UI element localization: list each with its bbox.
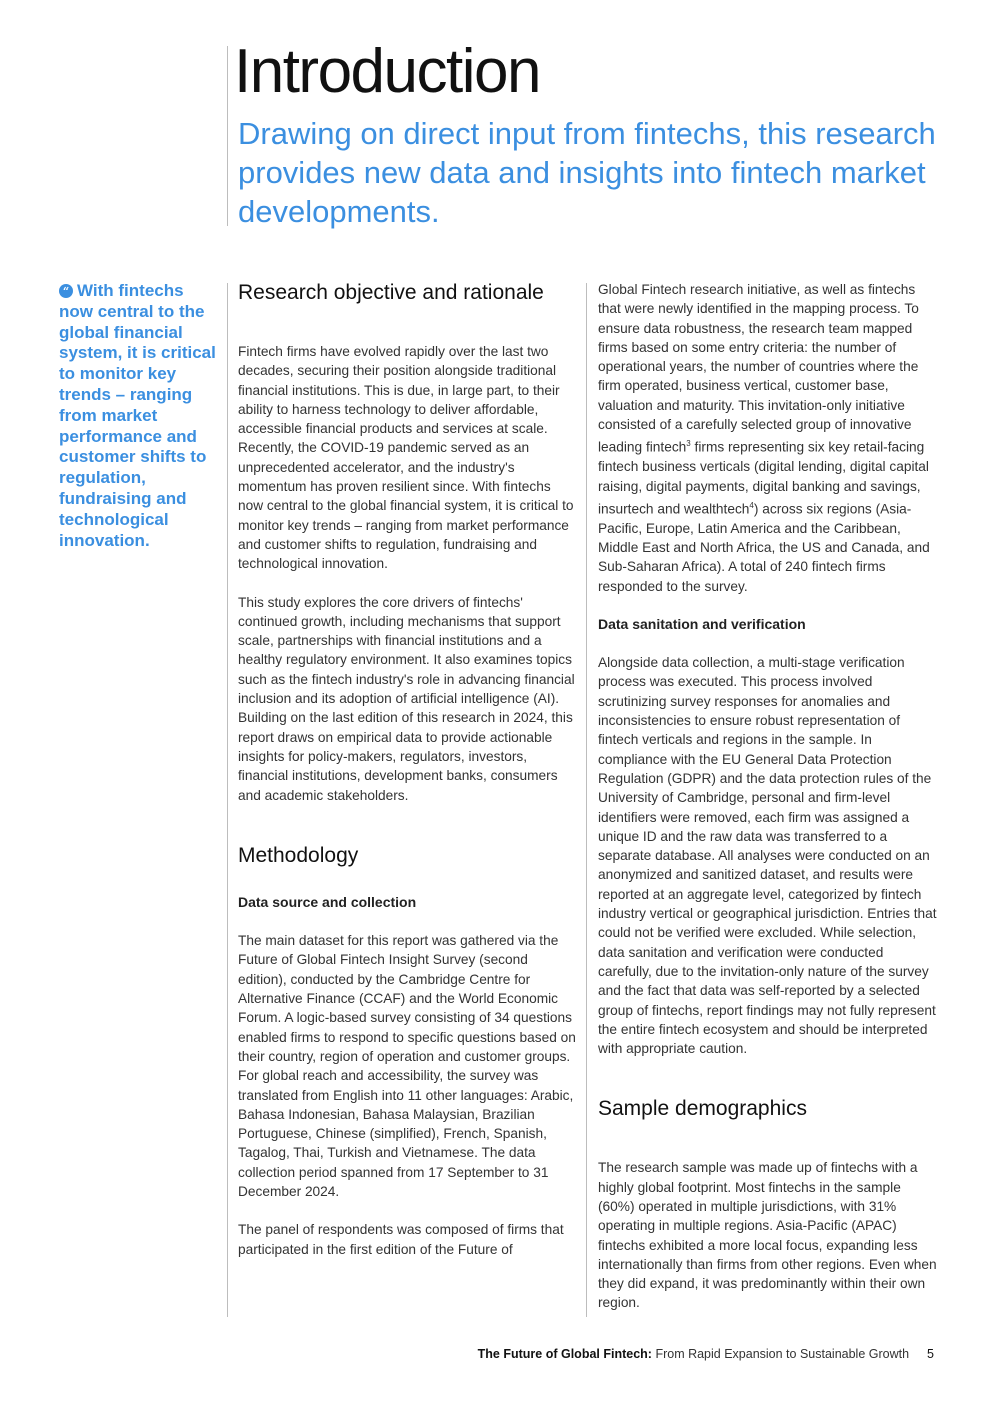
right-text-column [598,280,938,1313]
left-column-rule [227,283,228,1317]
pull-quote-text: With fintechs now central to the global financial system, it is critical to monitor key trends – ranging from market performance and customer shifts to regulation, fundraising and technological innovation. [59,281,216,550]
research-paragraph-2: This study explores the core drivers of fintechs' continued growth, including mechanisms that support scale, partnerships with financial institutions and a healthy regulatory environment. It also examines topics such as the fintech industry's role in advancing financial inclusion and its adoption of artificial intelligence (AI). Building on the last edition of this research in 2024, this report draws on empirical data to provide actionable insights for policy-makers, regulators, investors, financial institutions, development banks, consumers and academic stakeholders. [238,594,575,803]
left-text-column [238,280,578,1259]
quote-icon: “ [59,284,73,298]
sanitation-heading: Data sanitation and verification [598,615,806,632]
methodology-paragraph-2-continued: Global Fintech research initiative, as well as fintechs that were newly identified in the mapping process. To ensure data robustness, the research team mapped firms based on some entry criteria: the number of operational years, the number of countries where the firm operated, business vertical, customer base, valuation and maturity. This invitation-only initiative consisted of a carefully selected group of innovative leading fintech$^3$ firms representing six key retail-facing fintech business verticals (digital lending, digital capital raising, digital payments, digital banking and savings, insurtech and wealthtech$^4$) across six regions (Asia-Pacific, Europe, Latin America and the Caribbean, Middle East and North Africa, the US and Canada, and Sub-Saharan Africa). A total of 240 fintech firms responded to the survey. [598,282,930,594]
page-title: Introduction [234,37,540,106]
page-subtitle: Drawing on direct input from fintechs, this research provides new data and insights into fintech market developments. [238,116,936,229]
research-heading: Research objective and rationale [238,281,544,304]
footer-title-bold: The Future of Global Fintech: [477,1347,652,1361]
demographics-heading: Sample demographics [598,1097,807,1121]
sanitation-paragraph: Alongside data collection, a multi-stage verification process was executed. This process involved scrutinizing survey responses for anomalies and inconsistencies to ensure robust representation of fintech verticals and regions in the sample. In compliance with the EU General Data Protection Regulation (GDPR) and the data protection rules of the University of Cambridge, personal and firm-level identifiers were removed, each firm was assigned a unique ID and the raw data was transferred to a separate database. All analyses were conducted on an anonymized and sanitized dataset, and results were reported at an aggregate level, categorized by fintech industry vertical or geographical jurisdiction. Entries that could not be verified were excluded. While selection, data sanitation and verification were conducted carefully, due to the invitation-only nature of the survey and the fact that data was self-reported by a selected group of fintechs, report findings may not fully represent the entire fintech ecosystem and should be interpreted with appropriate caution. [598,655,937,1057]
center-column-rule [586,283,587,1317]
research-paragraph-1: Fintech firms have evolved rapidly over the last two decades, securing their position alongside traditional financial institutions. This is due, in large part, to their ability to harness technology to deliver affordable, accessible financial products and services at scale. Recently, the COVID-19 pandemic served as an unprecedented accelerator, and the industry's momentum has proven resilient since. With fintechs now central to the global financial system, it is critical to monitor key trends – ranging from market performance and customer shifts to regulation, fundraising and technological innovation. [238,344,574,572]
pull-quote [59,281,219,551]
methodology-paragraph-2: The panel of respondents was composed of firms that participated in the first edition of the Future of [238,1222,564,1257]
demographics-paragraph: The research sample was made up of fintechs with a highly global footprint. Most fintechs in the sample (60%) operated in multiple jurisdictions, with 31% operating in multiple regions. Asia-Pacific (APAC) fintechs exhibited a more local focus, expanding less internationally than firms from other regions. Even when they did expand, it was predominantly within their own region. [598,1160,937,1311]
page-number: 5 [927,1347,934,1361]
methodology-paragraph-1: The main dataset for this report was gathered via the Future of Global Fintech Insight Survey (second edition), conducted by the Cambridge Centre for Alternative Finance (CCAF) and the World Economic Forum. A logic-based survey consisting of 34 questions enabled firms to respond to specific questions based on their country, region of operation and customer groups. For global reach and accessibility, the survey was translated from English into 11 other languages: Arabic, Bahasa Indonesian, Bahasa Malaysian, Brazilian Portuguese, Chinese (simplified), French, Spanish, Tagalog, Thai, Turkish and Vietnamese. The data collection period spanned from 17 September to 31 December 2024. [238,933,576,1199]
data-source-heading: Data source and collection [238,893,417,910]
footer-title-rest: From Rapid Expansion to Sustainable Growth [651,1347,910,1361]
title-rule [227,46,228,226]
page-footer [478,1347,934,1361]
methodology-heading: Methodology [238,843,359,867]
